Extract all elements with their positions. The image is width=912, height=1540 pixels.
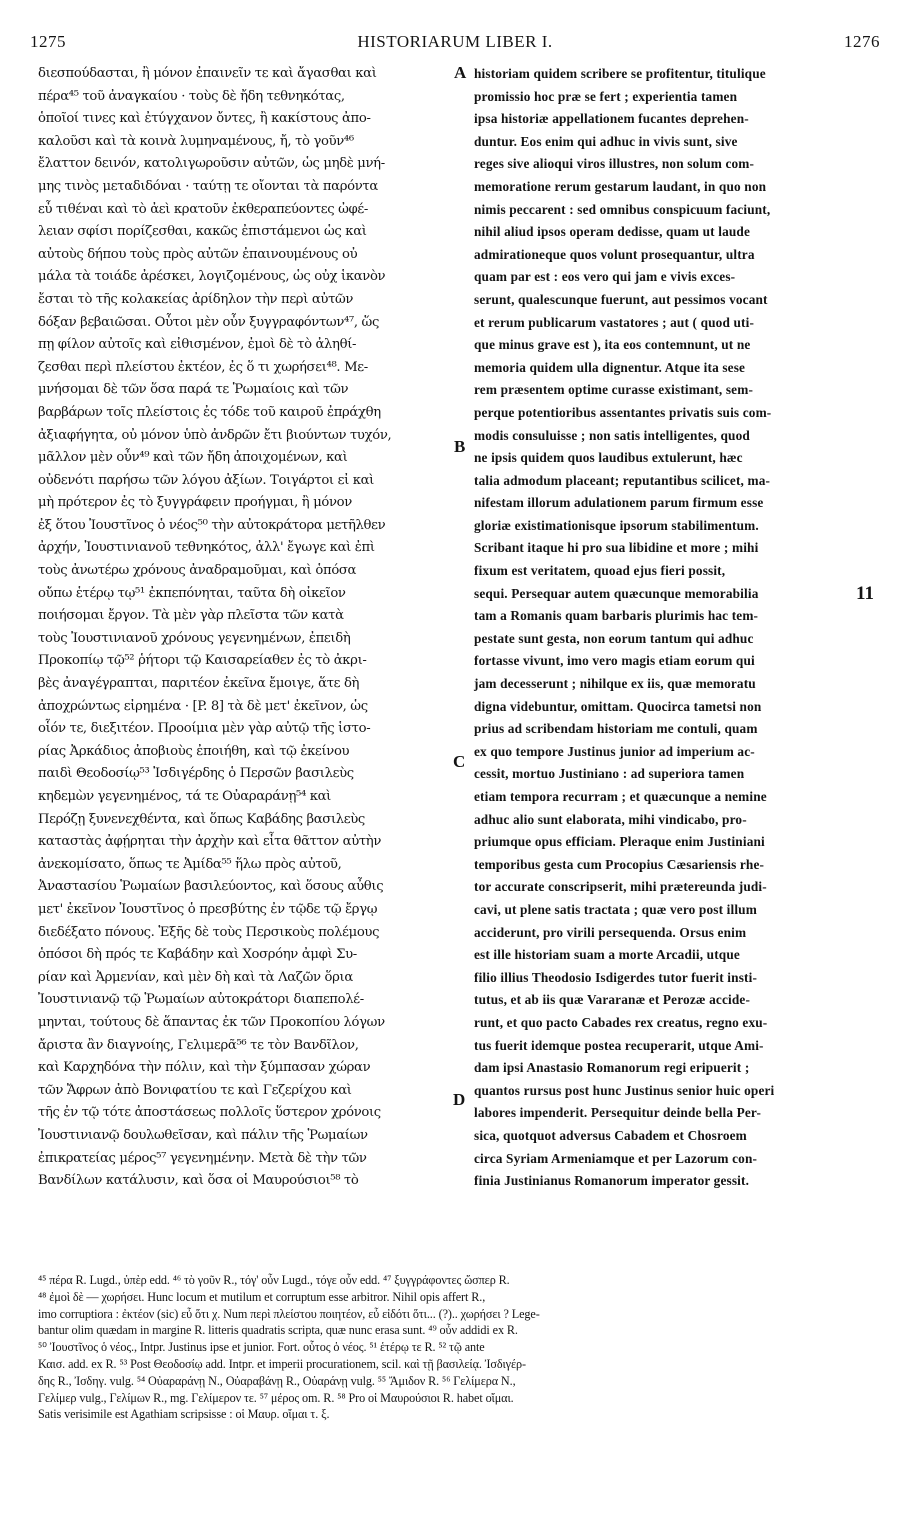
greek-text-line: τῆς ἐν τῷ τότε ἀποστάσεως πολλοῖς ὕστερον χρόνοις	[38, 1105, 381, 1121]
latin-text-line: tor accurate conscripserit, mihi prætereunda judi-	[474, 879, 767, 895]
latin-text-line: nihil aliud ipsos operam dedisse, quam ut laude	[474, 224, 751, 240]
greek-text-line: εὖ τιθέναι καὶ τὸ ἀεὶ κρατοῦν ἐκθεραπεύοντες ὠφέ-	[38, 201, 369, 217]
greek-text-line: διεσπούδασται, ἢ μόνον ἐπαινεῖν τε καὶ ἄγασθαι καὶ	[38, 66, 377, 81]
greek-text-line: βὲς ἀναγέγραπται, παριτέον ἐκεῖνα ἔμοιγε, ἅτε δὴ	[38, 676, 360, 692]
latin-text-line: est ille historiam suam a morte Arcadii, utque	[474, 947, 740, 963]
greek-text-line: παιδὶ Θεοδοσίῳ⁵³ Ἰσδιγέρδης ὁ Περσῶν βασιλεὺς	[38, 766, 354, 782]
latin-text-line: duntur. Eos enim qui adhuc in vivis sunt, sive	[474, 133, 738, 149]
greek-text-line: Ἀναστασίου Ῥωμαίων βασιλεύοντος, καὶ ὅσους αὖθις	[38, 879, 384, 895]
latin-text-line: talia admodum placeant; reputantibus scilicet, ma-	[474, 472, 771, 488]
latin-text-line: etiam tempora recurram ; et quæcunque a nemine	[474, 789, 767, 804]
greek-text-line: τοὺς Ἰουστινιανοῦ χρόνους γεγενημένων, ἐπειδὴ	[38, 630, 351, 646]
section-marker-a: A	[454, 63, 467, 82]
latin-text-line: quantos rursus post hunc Justinus senior huic operi	[474, 1082, 775, 1098]
footnote-line: ⁵⁰ Ἰουστῖνος ὁ νέος., Intpr. Justinus ipse et junior. Fort. οὗτος ὁ νέος. ⁵¹ ἑτέρῳ τε R. ⁵² τῷ ante	[38, 1340, 485, 1355]
greek-text-line: ἔλαττον δεινόν, κατολιγωροῦσιν αὐτῶν, ὡς μηδὲ μνή-	[38, 156, 385, 172]
latin-text-line: fixum est veritatem, quoad ejus fieri possit,	[474, 563, 726, 579]
greek-text-line: Ἰουστινιανῷ τῷ Ῥωμαίων αὐτοκράτορι διαπεπολέ-	[38, 992, 364, 1008]
greek-text-line: μετ' ἐκεῖνον Ἰουστῖνος ὁ πρεσβύτης ἐν τῷδε τῷ ἔργῳ	[38, 901, 378, 917]
latin-text-line: tus fuerit idemque postea recuperarit, utque Ami-	[474, 1037, 764, 1053]
latin-text-line: rem præsentem optime curasse existimant, sem-	[474, 382, 754, 398]
latin-text-line: memoria quidem ulla dignentur. Atque ita sese	[474, 359, 746, 375]
greek-text-line: πῃ φίλον αὐτοῖς καὶ εἰθισμένον, ἐμοὶ δὲ τὸ ἀληθί-	[38, 337, 357, 353]
greek-text-line: λειαν σφίσι πορίζεσθαι, κακῶς ἐπιστάμενοι ὡς καὶ	[38, 224, 367, 240]
greek-text-line: βαρβάρων τοῖς πλείστοις ἐς τόδε τοῦ καιροῦ ἐπράχθη	[38, 404, 381, 420]
greek-text-line: μὴ πρότερον ἐς τὸ ξυγγράφειν προήγμαι, ἢ μόνον	[38, 495, 352, 511]
latin-text-line: priumque opus efficiam. Pleraque enim Justiniani	[474, 834, 765, 850]
greek-text-line: οἷόν τε, διεξιτέον. Προοίμια μὲν γὰρ αὐτῷ τῆς ἱστο-	[38, 721, 371, 737]
footnote-line: imo corruptiora : ἐκτέον (sic) εὖ ὅτι χ. Num περὶ πλείστου ποιητέον, εὖ εἰδότι ὅτι... (?).. χωρήσει ? Lege-	[38, 1306, 540, 1321]
latin-text-line: acciderunt, pro virili persequenda. Orsus enim	[474, 924, 747, 940]
greek-text-line: ρίαν καὶ Ἀρμενίαν, καὶ μὲν δὴ καὶ τὰ Λαζῶν ὅρια	[38, 969, 353, 985]
page-number-left: 1275	[30, 32, 66, 51]
greek-text-line: ἀποχρώντως εἰρημένα · [P. 8] τὰ δὲ μετ' ἐκεῖνον, ὡς	[38, 698, 368, 714]
latin-text-line: Scribant itaque hi pro sua libidine et more ; mihi	[474, 540, 759, 556]
latin-text-line: que minus grave est ), ita eos contemnunt, ut ne	[474, 337, 751, 353]
greek-text-line: ἔσται τὸ τῆς κολακείας ἀρίδηλον τὴν περὶ αὐτῶν	[38, 291, 354, 307]
greek-text-line: μνήσομαι δὲ τῶν ὅσα παρά τε Ῥωμαίοις καὶ τῶν	[38, 382, 349, 398]
latin-text-line: adhuc alio sunt elaborata, mihi vindicabo, pro-	[474, 811, 747, 827]
greek-text-line: μης τινὸς μεταδιδόναι · ταύτῃ τε οἴονται τὰ παρόντα	[38, 178, 378, 194]
latin-text-line: fortasse vivunt, imo vero magis etiam eorum qui	[474, 653, 755, 669]
latin-text-line: ne ipsis quidem quos laudibus extulerunt, hæc	[474, 450, 743, 466]
latin-text-line: runt, et quo pacto Cabades rex creatus, regno exu-	[474, 1014, 768, 1030]
margin-section-number: 11	[856, 583, 874, 604]
section-marker-c: C	[453, 752, 466, 771]
latin-text-line: sica, quotquot adversus Cabadem et Chosroem	[474, 1127, 747, 1143]
latin-text-line: labores impenderit. Persequitur deinde bella Per-	[474, 1105, 762, 1121]
latin-text-line: ipsa historiæ appellationem fucantes deprehen-	[474, 111, 749, 127]
section-marker-b: B	[454, 437, 466, 456]
footnote-line: ⁴⁵ πέρα R. Lugd., ὑπὲρ edd. ⁴⁶ τὸ γοῦν R., τόγ' οὖν Lugd., τόγε οὖν edd. ⁴⁷ ξυγγράφοντες ὥσπερ R.	[38, 1273, 510, 1287]
greek-text-line: ὁπόσοι δὴ πρός τε Καβάδην καὶ Χοσρόην ἀμφὶ Συ-	[38, 947, 357, 963]
footnotes	[38, 1272, 880, 1423]
page-number-right: 1276	[844, 32, 880, 51]
latin-text-line: cessit, mortuo Justiniano : ad superiora tamen	[474, 766, 745, 782]
running-title: HISTORIARUM LIBER I.	[357, 32, 553, 51]
latin-text-line: tam a Romanis quam barbaris plurimis hac tem-	[474, 608, 759, 624]
latin-text-line: admirationeque quos volunt prosequantur, ultra	[474, 246, 755, 262]
greek-text-line: ποιήσομαι ἔργον. Τὰ μὲν γὰρ πλεῖστα τῶν κατὰ	[38, 608, 344, 624]
latin-text-line: nimis peccarent : sed omnibus conspicuum faciunt,	[474, 201, 771, 217]
section-marker-d: D	[453, 1090, 466, 1109]
footnote-line: ⁴⁸ ἐμοὶ δὲ — χωρήσει. Hunc locum et mutilum et corruptum esse arbitror. Nihil opis affert R.,	[38, 1289, 486, 1304]
greek-text-line: καὶ Καρχηδόνα τὴν πόλιν, καὶ τὴν ξύμπασαν χώραν	[38, 1060, 371, 1076]
greek-text-line: διεδέξατο πόνους. Ἑξῆς δὲ τοὺς Περσικοὺς πολέμους	[38, 924, 380, 940]
running-header	[30, 32, 880, 56]
greek-text-line: ζεσθαι περὶ πλείστου ἐκτέον, ἐς ὅ τι χωρήσει⁴⁸. Με-	[38, 359, 368, 375]
latin-text-line: dam ipsi Anastasio Romanorum regi eripuerit ;	[474, 1060, 750, 1076]
latin-text-line: prius ad scribendam historiam me contuli, quam	[474, 721, 758, 737]
latin-text-line: temporibus gesta cum Procopius Cæsariensis rhe-	[474, 856, 765, 872]
greek-text-line: αὐτοὺς δήπου τοὺς πρὸς αὐτῶν ἐπαινουμένους οὐ	[38, 246, 358, 262]
greek-text-line: ἄριστα ἂν διαγνοίης, Γελιμερᾶ⁵⁶ τε τὸν Βανδῖλον,	[38, 1037, 359, 1053]
greek-text-line: ρίας Ἀρκάδιος ἀποβιοὺς ἐποιήθη, καὶ τῷ ἐκείνου	[38, 743, 350, 759]
greek-text-line: πέρα⁴⁵ τοῦ ἀναγκαίου · τοὺς δὲ ἤδη τεθνηκότας,	[38, 88, 345, 104]
greek-text-line: ἐπικρατείας μέρος⁵⁷ γεγενημένην. Μετὰ δὲ τὴν τῶν	[38, 1150, 367, 1166]
greek-text-line: τῶν Ἄφρων ἀπὸ Βονιφατίου τε καὶ Γεζερίχου καὶ	[38, 1082, 352, 1098]
greek-text-line: ἐξ ὅτου Ἰουστῖνος ὁ νέος⁵⁰ τὴν αὐτοκράτορα μετῆλθεν	[38, 517, 386, 533]
greek-text-line: καταστὰς ἀφῄρηται τὴν ἀρχὴν καὶ εἶτα θᾶττον αὐτὴν	[38, 834, 382, 850]
latin-text-line: et rerum publicarum vastatores ; aut ( quod uti-	[474, 314, 755, 330]
greek-text-line: καλοῦσι καὶ τὰ κοινὰ λυμηναμένους, ἤ, τὸ γοῦν⁴⁶	[38, 133, 354, 149]
greek-text-line: Ἰουστινιανῷ δουλωθεῖσαν, καὶ πάλιν τῆς Ῥωμαίων	[38, 1127, 368, 1143]
latin-text-line: pestate sunt gesta, non eorum tantum qui adhuc	[474, 630, 754, 646]
greek-text-line: τοὺς ἀνωτέρω χρόνους ἀναδραμοῦμαι, καὶ ὁπόσα	[38, 563, 357, 579]
latin-text-line: filio illius Theodosio Isdigerdes tutor fuerit insti-	[474, 969, 758, 985]
latin-text-line: quam par est : eos vero qui jam e vivis exces-	[474, 269, 736, 285]
latin-text-line: sequi. Persequar autem quæcunque memorabilia	[474, 585, 759, 601]
latin-text-line: gloriæ existimationisque ipsorum stabilimentum.	[474, 517, 759, 533]
greek-text-line: κηδεμὼν γεγενημένος, τά τε Οὐαραράνῃ⁵⁴ καὶ	[38, 789, 331, 804]
greek-text-line: ὁποῖοί τινες καὶ ἐτύγχανον ὄντες, ἢ κακίστους ἀπο-	[38, 111, 371, 127]
footnote-line: bantur olim quædam in margine R. litteris quadratis scripta, quæ nunc erasa sunt. ⁴⁹ οὖν addidi ex R.	[38, 1323, 518, 1338]
footnote-line: Γελίμερ vulg., Γελίμων R., mg. Γελίμερον τε. ⁵⁷ μέρος om. R. ⁵⁸ Pro οἱ Μαυρούσιοι R. habet οἴμαι.	[38, 1390, 514, 1405]
greek-text-line: ἀνεκομίσατο, ὅπως τε Ἀμίδα⁵⁵ ἥλω πρὸς αὐτοῦ,	[38, 856, 342, 872]
latin-text-line: digna videbuntur, omittam. Quocirca tametsi non	[474, 698, 762, 714]
greek-text-line: ἀρχήν, Ἰουστινιανοῦ τεθνηκότος, ἀλλ' ἔγωγε καὶ ἐπὶ	[38, 540, 375, 556]
greek-text-line: μηνται, τούτους δὲ ἅπαντας ἐκ τῶν Προκοπίου λόγων	[38, 1014, 385, 1030]
greek-text-line: οὐδενότι παρήσω τῶν λόγου ἀξίων. Τοιγάρτοι εἰ καὶ	[38, 472, 375, 488]
greek-text-line: Βανδίλων κατάλυσιν, καὶ ὅσα οἱ Μαυρούσιοι⁵⁸ τὸ	[38, 1173, 359, 1189]
latin-text-line: perque potentioribus assentantes privatis suis com-	[474, 404, 772, 420]
greek-text-line: μάλα τὰ τοιάδε ἀρέσκει, λογιζομένους, ὡς οὐχ ἱκανὸν	[38, 269, 386, 285]
latin-text-line: reges sive alioqui viros illustres, non solum com-	[474, 156, 755, 172]
latin-text-line: finia Justinianus Romanorum imperator gessit.	[474, 1173, 750, 1189]
latin-text-line: tutus, et ab iis quæ Vararanæ et Perozæ accide-	[474, 992, 751, 1008]
greek-text-column	[38, 63, 458, 1193]
greek-text-line: ἀξιαφήγητα, οὐ μόνον ὑπὸ ἀνδρῶν ἔτι βιούντων τυχόν,	[38, 427, 392, 443]
latin-text-line: ex quo tempore Justinus junior ad imperium ac-	[474, 743, 755, 759]
footnote-line: Satis verisimile est Agathiam scripsisse : οἱ Μαυρ. οἴμαι τ. ξ.	[38, 1407, 330, 1422]
latin-text-line: memoratione rerum gestarum laudant, in quo non	[474, 178, 767, 194]
latin-text-line: circa Syriam Armeniamque et per Lazorum con-	[474, 1150, 758, 1166]
latin-text-line: cavi, ut plene satis tractata ; quæ vero post illum	[474, 901, 757, 917]
latin-text-line: nifestam illorum adulationem parum firmum esse	[474, 495, 764, 511]
greek-text-line: δόξαν βεβαιῶσαι. Οὗτοι μὲν οὖν ξυγγραφόντων⁴⁷, ὥς	[38, 314, 379, 330]
footnote-line: Καισ. add. ex R. ⁵³ Post Θεοδοσίῳ add. Intpr. et imperii procurationem, scil. καὶ τῇ βασιλείᾳ. Ἰσδιγέρ-	[38, 1356, 526, 1371]
latin-text-line: historiam quidem scribere se profitentur, titulique	[474, 66, 766, 81]
greek-text-line: Περόζῃ ξυνενεχθέντα, καὶ ὅπως Καβάδης βασιλεὺς	[38, 811, 365, 827]
latin-text-line: promissio hoc præ se fert ; experientia tamen	[474, 88, 738, 104]
latin-text-line: jam decesserunt ; nihilque ex iis, quæ memoratu	[474, 676, 756, 692]
latin-text-line: modis consuluisse ; non satis intelligentes, quod	[474, 427, 750, 443]
greek-text-line: μᾶλλον μὲν οὖν⁴⁹ καὶ τῶν ἤδη ἀποιχομένων, καὶ	[38, 450, 348, 466]
latin-text-line: serunt, qualescunque fuerunt, aut pessimos vocant	[474, 291, 768, 307]
latin-translation-column	[474, 63, 880, 1193]
greek-text-line: οὔπω ἑτέρῳ τῳ⁵¹ ἐκπεπόνηται, ταῦτα δὴ οἰκεῖον	[38, 585, 346, 601]
greek-text-line: Προκοπίῳ τῷ⁵² ῥήτορι τῷ Καισαρείαθεν ἐς τὸ ἀκρι-	[38, 653, 367, 669]
footnote-line: δης R., Ἰσδηγ. vulg. ⁵⁴ Οὐαραράνῃ N., Οὐαραβάνῃ R., Οὐαράνῃ vulg. ⁵⁵ Ἄμιδον R. ⁵⁶ Γελίμερα N.,	[38, 1373, 516, 1388]
